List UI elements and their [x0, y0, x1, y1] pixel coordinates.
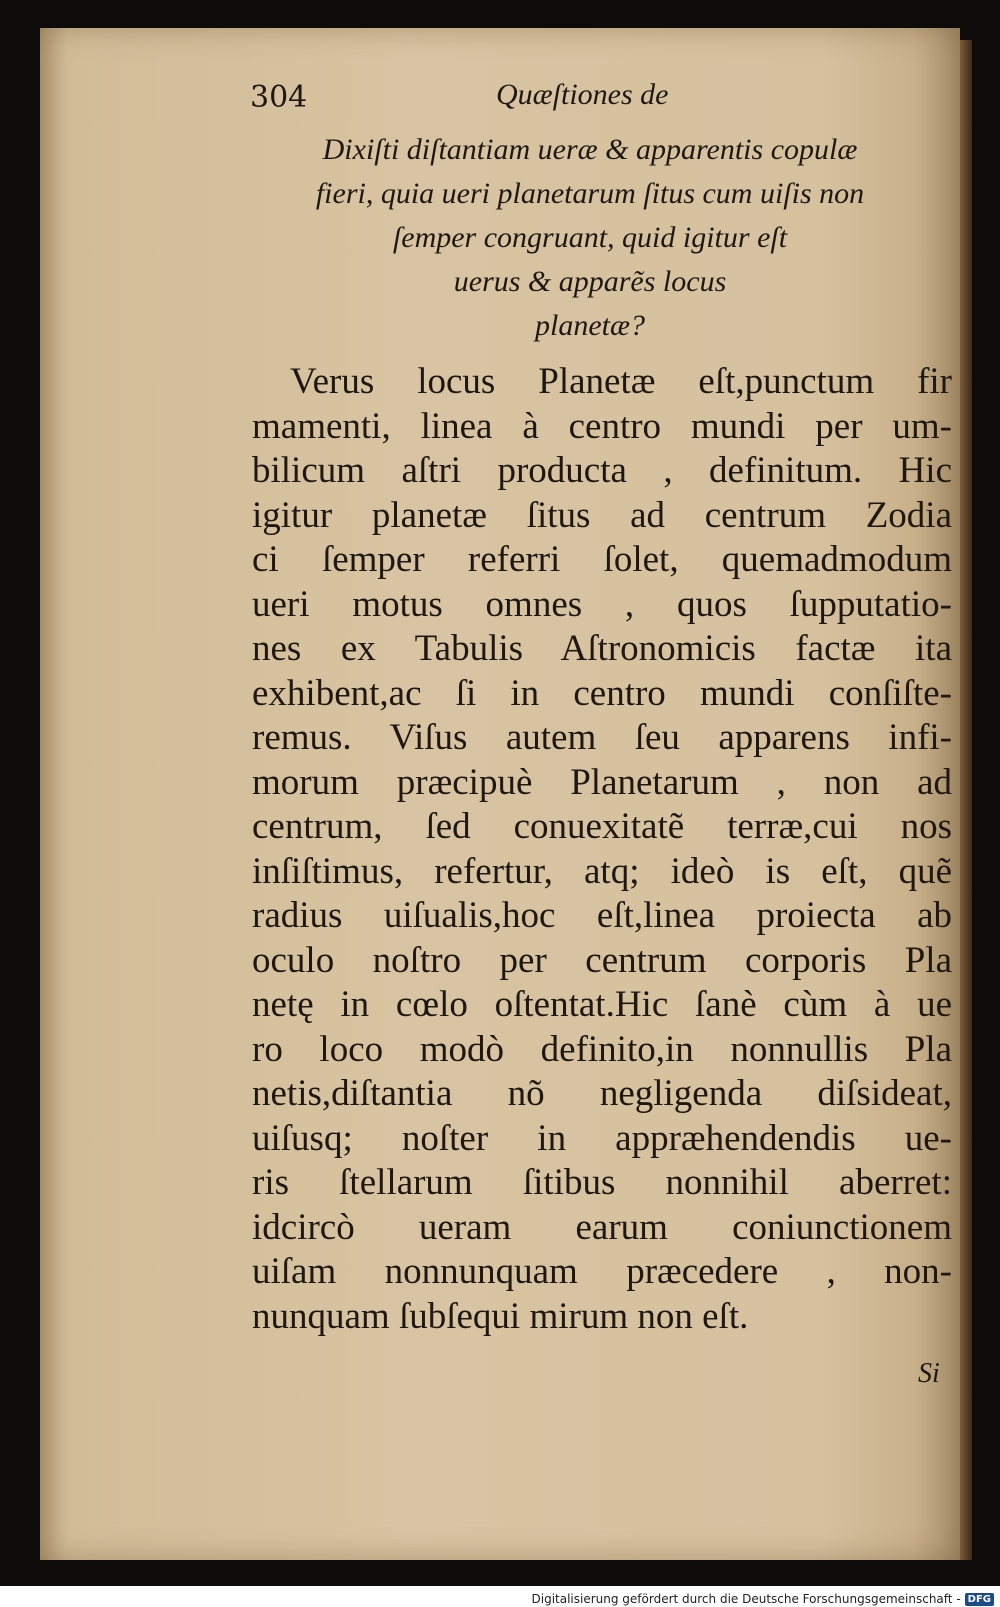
body-text: [252, 360, 952, 1339]
page-number: 304: [250, 80, 308, 115]
question-line: Dixiſti diſtantiam ueræ & apparentis copulæ: [322, 133, 858, 166]
body-line: inſiſtimus, refertur, atq; ideò is eſt, quẽ: [252, 850, 952, 892]
question-line: fieri, quia ueri planetarum ſitus cum uiſis non: [315, 177, 865, 210]
body-line: Verus locus Planetæ eſt,punctum fir: [290, 361, 952, 402]
body-line: ci ſemper referri ſolet, quemadmodum: [252, 539, 952, 580]
body-line: mamenti, linea à centro mundi per um-: [252, 405, 952, 447]
body-line: ris ſtellarum ſitibus nonnihil aberret:: [252, 1162, 952, 1203]
question-line: uerus & apparẽs locus: [453, 265, 727, 298]
digitization-credit: [532, 1592, 995, 1606]
body-line: uiſam nonnunquam præcedere , non-: [252, 1251, 952, 1292]
question-line: planetæ?: [535, 309, 645, 342]
body-line: centrum, ſed conuexitatẽ terræ,cui nos: [252, 806, 952, 847]
running-title: Quæſtiones de: [496, 78, 669, 111]
question-line: ſemper congruant, quid igitur eſt: [392, 221, 788, 254]
credit-text: Digitalisierung gefördert durch die Deutsche Forschungsgemeinschaft -: [531, 1592, 961, 1606]
catchword: Si: [918, 1358, 940, 1389]
body-line: igitur planetæ ſitus ad centrum Zodia: [252, 494, 952, 536]
body-line: netę in cœlo oſtentat.Hic ſanè cùm à ue: [252, 984, 952, 1025]
body-line: idcircò ueram earum coniunctionem: [252, 1206, 952, 1248]
body-line: morum præcipuè Planetarum , non ad: [252, 761, 952, 803]
body-line: nes ex Tabulis Aſtronomicis factæ ita: [252, 628, 952, 669]
body-line: uiſusq; noſter in appræhendendis ue-: [252, 1117, 952, 1159]
question-heading: [240, 128, 940, 348]
body-line: exhibent,ac ſi in centro mundi conſiſte-: [252, 672, 952, 714]
body-line: netis,diſtantia nõ negligenda diſsideat,: [252, 1073, 952, 1114]
body-line: nunquam ſubſequi mirum non eſt.: [252, 1295, 749, 1337]
body-line: oculo noſtro per centrum corporis Pla: [252, 939, 952, 981]
body-line: radius uiſualis,hoc eſt,linea proiecta ab: [252, 895, 952, 936]
body-line: ueri motus omnes , quos ſupputatio-: [252, 583, 952, 625]
body-line: ro loco modò definito,in nonnullis Pla: [252, 1028, 952, 1070]
page-edge: [960, 40, 972, 1560]
dfg-logo: DFG: [965, 1593, 994, 1606]
body-line: remus. Viſus autem ſeu apparens infi-: [252, 717, 952, 758]
body-line: bilicum aſtri producta , definitum. Hic: [252, 450, 952, 491]
